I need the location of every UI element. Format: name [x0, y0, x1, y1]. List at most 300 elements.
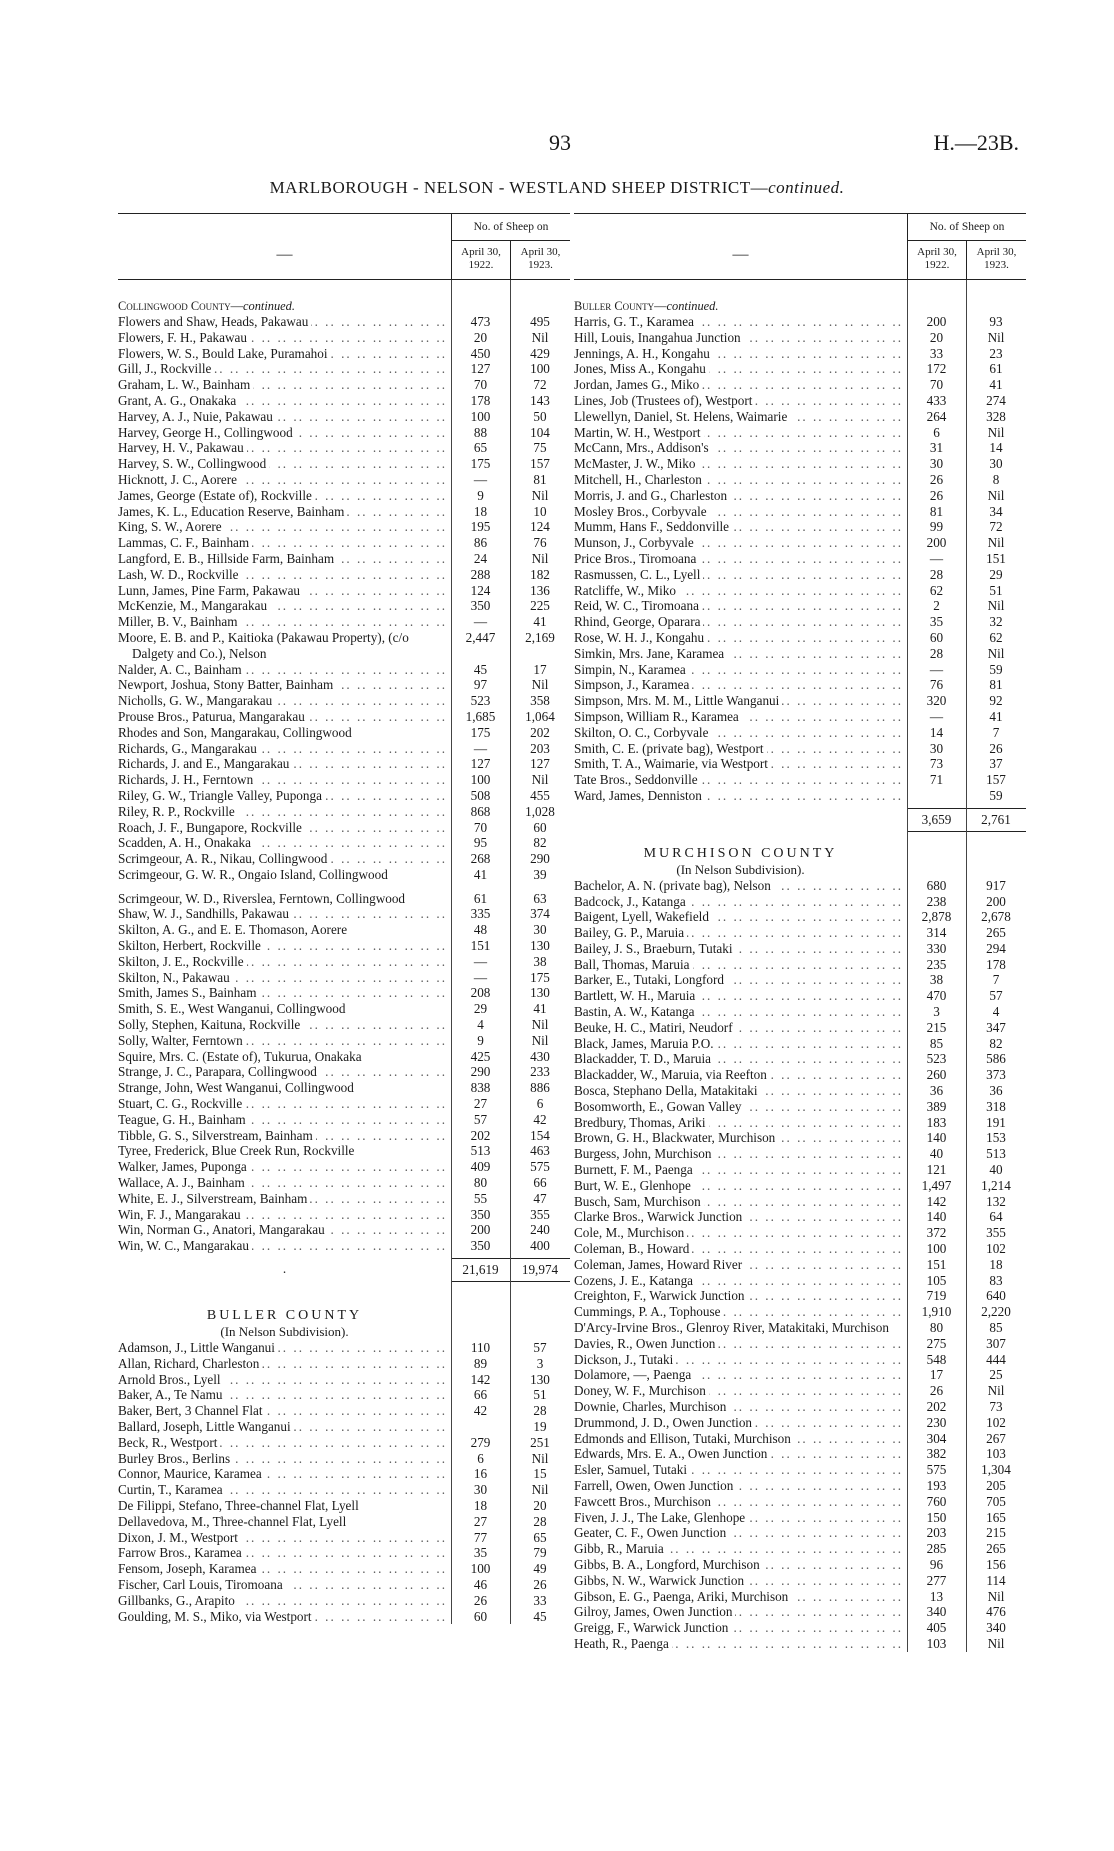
row-value-1922: 28 [929, 645, 944, 661]
row-name-text: Fensom, Joseph, Karamea [118, 1561, 259, 1576]
row-value-1922: 200 [926, 314, 947, 329]
row-value-1923: 51 [533, 1387, 547, 1403]
table-row [118, 630, 570, 662]
row-name [118, 1356, 451, 1372]
row-value-1923: 42 [533, 1111, 547, 1127]
table-row [574, 1541, 1026, 1557]
row-value-1922: 124 [470, 582, 491, 598]
row-value-1922: 26 [929, 1383, 944, 1399]
row-name-text: Burley Bros., Berlins [118, 1451, 233, 1466]
row-value-1923: 444 [986, 1351, 1006, 1367]
row-value-1922: 80 [473, 1175, 488, 1191]
row-name [118, 583, 451, 599]
table-row [574, 1130, 1026, 1146]
table-row [118, 1609, 570, 1625]
row-value-1922: 30 [929, 456, 944, 472]
table-row [574, 614, 1026, 630]
row-value-1923: 63 [533, 890, 547, 906]
table-row [118, 1545, 570, 1561]
table-row [574, 1494, 1026, 1510]
row-value-1923: 157 [986, 772, 1006, 788]
row-value-1922: 27 [473, 1096, 488, 1112]
row-name-text: Clarke Bros., Warwick Junction [574, 1209, 745, 1224]
row-value-1923: 513 [986, 1146, 1006, 1162]
table-row [574, 1336, 1026, 1352]
row-value-1922: 28 [929, 566, 944, 582]
row-value-1923: 30 [989, 456, 1003, 472]
row-name [118, 488, 451, 504]
row-value-1923: 575 [530, 1159, 550, 1175]
row-value-1922: 372 [926, 1225, 947, 1241]
table-row [574, 1004, 1026, 1020]
table-row [118, 488, 570, 504]
row-name [574, 1083, 907, 1099]
row-value-1923: 92 [989, 693, 1003, 709]
row-name-text: Badcock, J., Katanga [574, 894, 689, 909]
buller-total-row [574, 808, 1026, 832]
row-name [574, 1036, 907, 1052]
row-value-1922: — [473, 969, 488, 985]
row-name [574, 1431, 907, 1447]
row-name-text: Mumm, Hans F., Seddonville [574, 519, 732, 534]
table-row [118, 922, 570, 938]
row-value-1922: 46 [473, 1576, 488, 1592]
row-value-1922: 35 [473, 1545, 488, 1561]
row-value-1923: 143 [530, 392, 550, 408]
table-row [574, 1288, 1026, 1304]
row-name [118, 1609, 451, 1625]
row-value-1923: 373 [986, 1067, 1006, 1083]
row-value-1923: 430 [530, 1048, 550, 1064]
buller-total-1923: 2,761 [966, 808, 1026, 832]
row-name [574, 1620, 907, 1636]
row-value-1923: Nil [987, 424, 1005, 440]
row-value-1922: 260 [926, 1067, 947, 1083]
row-value-1923: Nil [987, 1635, 1005, 1651]
row-name-text: Drummond, J. D., Owen Junction [574, 1415, 755, 1430]
row-name [574, 1178, 907, 1194]
row-value-1922: 48 [473, 922, 488, 938]
row-value-1923: 76 [533, 535, 547, 551]
table-row [118, 756, 570, 772]
row-value-1923: 136 [530, 582, 550, 598]
row-value-1923: Nil [987, 645, 1005, 661]
row-name [574, 1194, 907, 1210]
row-name-text: De Filippi, Stefano, Three-channel Flat, Lyell [118, 1498, 362, 1513]
row-value-1923: 124 [530, 519, 550, 535]
table-row [118, 970, 570, 986]
row-name-text: Black, James, Maruia P.O. [574, 1036, 717, 1051]
row-value-1922: 2 [933, 598, 940, 614]
table-row [118, 1435, 570, 1451]
row-value-1922: 409 [470, 1159, 491, 1175]
row-value-1922: 288 [470, 566, 491, 582]
row-name [574, 393, 907, 409]
row-name [574, 1273, 907, 1289]
table-row [574, 440, 1026, 456]
table-row [118, 567, 570, 583]
table-row [574, 1604, 1026, 1620]
table-row [118, 954, 570, 970]
row-name-text: Scrimgeour, G. W. R., Ongaio Island, Collingwood [118, 867, 391, 882]
row-name [118, 741, 451, 757]
row-name-text: Burgess, John, Murchison [574, 1146, 715, 1161]
row-name [118, 1561, 451, 1577]
row-value-1922: 97 [473, 677, 488, 693]
row-name-text: Lines, Job (Trustees of), Westport [574, 393, 755, 408]
row-value-1923: 72 [989, 519, 1003, 535]
row-value-1923: 130 [530, 985, 550, 1001]
table-row [118, 614, 570, 630]
row-value-1922: 142 [926, 1193, 947, 1209]
table-row [574, 314, 1026, 330]
row-name-text: Fischer, Carl Louis, Tiromoana [118, 1577, 286, 1592]
row-value-1923: 41 [533, 614, 547, 630]
row-name-text: Dellavedova, M., Three-channel Flat, Lyell [118, 1514, 349, 1529]
table-row [118, 377, 570, 393]
row-value-1922: 105 [926, 1272, 947, 1288]
row-name-text: Reid, W. C., Tiromoana [574, 598, 702, 613]
row-name [574, 1415, 907, 1431]
row-value-1922: 680 [926, 877, 947, 893]
table-row [574, 1257, 1026, 1273]
row-name-text: Cole, M., Murchison [574, 1225, 687, 1240]
row-name [574, 1051, 907, 1067]
row-name [118, 361, 451, 377]
table-row [118, 583, 570, 599]
row-value-1922: 30 [473, 1482, 488, 1498]
table-row [118, 693, 570, 709]
row-name [118, 725, 451, 741]
row-value-1923: 51 [989, 582, 1003, 598]
table-row [118, 662, 570, 678]
row-name-text: Shaw, W. J., Sandhills, Pakawau [118, 906, 292, 921]
title-main: MARLBOROUGH - NELSON - WESTLAND SHEEP DISTRICT— [269, 178, 769, 197]
row-name-text: Jones, Miss A., Kongahu [574, 361, 709, 376]
row-value-1923: 82 [533, 835, 547, 851]
row-name [574, 630, 907, 646]
row-name [118, 693, 451, 709]
row-name-text: Skilton, Herbert, Rockville [118, 938, 264, 953]
row-name-text: Baker, Bert, 3 Channel Flat [118, 1403, 266, 1418]
row-name-text: Blackadder, W., Maruia, via Reefton [574, 1067, 770, 1082]
row-name [574, 988, 907, 1004]
table-row [574, 1241, 1026, 1257]
table-row [118, 1143, 570, 1159]
row-name [118, 1419, 451, 1435]
row-name [118, 551, 451, 567]
row-value-1922: 41 [473, 866, 488, 882]
row-value-1923: 265 [986, 1541, 1006, 1557]
row-name [118, 1191, 451, 1207]
table-row [574, 1320, 1026, 1336]
row-name [574, 1589, 907, 1605]
row-name-text: Curtin, T., Karamea [118, 1482, 226, 1497]
table-row [118, 1482, 570, 1498]
row-name-text: King, S. W., Aorere [118, 519, 225, 534]
row-name-text: Bredbury, Thomas, Ariki [574, 1115, 709, 1130]
row-value-1922: 76 [929, 677, 944, 693]
row-value-1922: 9 [477, 487, 484, 503]
row-value-1923: 72 [533, 377, 547, 393]
table-row [574, 1383, 1026, 1399]
row-name-text: Smith, C. E. (private bag), Westport [574, 741, 767, 756]
header-year-1922-line2: 1922. [924, 259, 950, 271]
buller-rows-left [118, 1340, 570, 1624]
table-row [118, 1561, 570, 1577]
row-name-text: Goulding, M. S., Miko, via Westport [118, 1609, 315, 1624]
row-value-1923: 215 [986, 1525, 1006, 1541]
collingwood-cont-italic: continued. [243, 299, 295, 313]
row-name-text: James, George (Estate of), Rockville [118, 488, 315, 503]
table-row [574, 630, 1026, 646]
row-value-1922: 127 [470, 361, 491, 377]
section-heading-buller-continued [574, 298, 1026, 314]
row-value-1922 [907, 788, 966, 804]
table-row [574, 894, 1026, 910]
row-value-1922: 89 [473, 1355, 488, 1371]
row-value-1923: 132 [986, 1193, 1006, 1209]
row-value-1923: 36 [989, 1083, 1003, 1099]
row-name [574, 1146, 907, 1162]
row-value-1922: 38 [929, 972, 944, 988]
row-name-text: Allan, Richard, Charleston [118, 1356, 262, 1371]
row-name [574, 941, 907, 957]
row-name [574, 314, 907, 330]
section-subtitle-buller: (In Nelson Subdivision). [220, 1324, 349, 1340]
row-value-1923: 17 [533, 661, 547, 677]
row-name [118, 922, 451, 938]
row-value-1923: 19 [533, 1419, 547, 1434]
row-value-1923: Nil [531, 329, 549, 345]
row-name-text: Teague, G. H., Bainham [118, 1112, 249, 1127]
row-value-1922: 61 [473, 890, 488, 906]
table-row [118, 1096, 570, 1112]
row-value-1922: 175 [470, 456, 491, 472]
row-value-1922: 77 [473, 1529, 488, 1545]
row-name [574, 583, 907, 599]
row-value-1922: 18 [473, 503, 488, 519]
table-row [574, 1352, 1026, 1368]
table-row [574, 409, 1026, 425]
row-value-1923: 26 [533, 1576, 547, 1592]
row-name-text: McMaster, J. W., Miko [574, 456, 698, 471]
row-name-text: Llewellyn, Daniel, St. Helens, Waimarie [574, 409, 790, 424]
row-name [118, 1545, 451, 1561]
row-name [118, 519, 451, 535]
row-name-text: Walker, James, Puponga [118, 1159, 250, 1174]
table-row [574, 677, 1026, 693]
table-row [574, 1431, 1026, 1447]
row-value-1923: 374 [530, 906, 550, 922]
table-row [118, 1001, 570, 1017]
row-name [118, 630, 451, 662]
row-value-1922: 70 [473, 377, 488, 393]
row-value-1922: 24 [473, 550, 488, 566]
row-name [574, 1020, 907, 1036]
row-name [118, 425, 451, 441]
table-row [574, 756, 1026, 772]
row-value-1922: 100 [926, 1241, 947, 1257]
row-name-text: Esler, Samuel, Tutaki [574, 1462, 690, 1477]
row-value-1923: 7 [992, 724, 1000, 740]
row-value-1922: 31 [929, 440, 944, 456]
row-value-1923: 57 [989, 988, 1003, 1004]
row-value-1923: 175 [530, 969, 550, 985]
row-name [574, 1557, 907, 1573]
row-value-1923: 463 [530, 1143, 550, 1159]
row-value-1922: 275 [926, 1335, 947, 1351]
table-row [574, 330, 1026, 346]
row-value-1923: Nil [987, 487, 1005, 503]
row-value-1923: 640 [986, 1288, 1006, 1304]
row-value-1923: 2,220 [981, 1304, 1011, 1320]
row-value-1923: 251 [530, 1434, 550, 1450]
row-name [118, 1435, 451, 1451]
row-value-1923: 14 [989, 440, 1003, 456]
row-value-1923: Nil [531, 677, 549, 693]
row-value-1922: 95 [473, 835, 488, 851]
row-name-text: Creighton, F., Warwick Junction [574, 1288, 748, 1303]
row-name-text: Rose, W. H. J., Kongahu [574, 630, 707, 645]
row-value-1923: 202 [530, 724, 550, 740]
row-name-text: Scrimgeour, A. R., Nikau, Collingwood [118, 851, 330, 866]
row-value-1922: 1,685 [465, 708, 496, 724]
table-row [574, 988, 1026, 1004]
table-row [574, 1146, 1026, 1162]
row-value-1923: Nil [531, 1017, 549, 1033]
table-row [574, 1636, 1026, 1652]
row-name [574, 1115, 907, 1131]
table-row [118, 393, 570, 409]
row-name-text: Bailey, J. S., Braeburn, Tutaki [574, 941, 736, 956]
row-name-text: James, K. L., Education Reserve, Bainham [118, 504, 347, 519]
row-value-1923: 33 [533, 1592, 547, 1608]
buller-cont-italic: continued. [666, 299, 719, 313]
row-name-text: Gillbanks, G., Arapito [118, 1593, 238, 1608]
row-value-1922: 279 [470, 1434, 491, 1450]
row-name-text: Roach, J. F., Bungapore, Rockville [118, 820, 305, 835]
row-value-1922: 285 [926, 1541, 947, 1557]
row-value-1923: 62 [989, 629, 1003, 645]
header-dash: — [276, 246, 293, 263]
table-row [118, 1080, 570, 1096]
row-value-1922: 513 [470, 1143, 491, 1159]
row-name-text: Smith, T. A., Waimarie, via Westport [574, 756, 771, 771]
row-name-text: Rhind, George, Oparara [574, 614, 703, 629]
row-value-1923: 114 [986, 1572, 1006, 1588]
row-name [118, 330, 451, 346]
row-name [574, 1573, 907, 1589]
row-name-text: Lash, W. D., Rockville [118, 567, 242, 582]
row-value-1922: 26 [473, 1592, 488, 1608]
row-value-1922: 55 [473, 1190, 488, 1206]
row-name-text: Bartlett, W. H., Maruia [574, 988, 698, 1003]
row-value-1922: 868 [470, 803, 491, 819]
table-row [118, 504, 570, 520]
table-row [574, 941, 1026, 957]
row-name-text: Flowers and Shaw, Heads, Pakawau [118, 314, 311, 329]
row-value-1922: 264 [926, 408, 947, 424]
table-row [574, 551, 1026, 567]
row-value-1922: 70 [929, 377, 944, 393]
row-value-1923: 10 [533, 503, 547, 519]
row-value-1922 [451, 1419, 510, 1435]
table-row [118, 1451, 570, 1467]
row-value-1923: 34 [989, 503, 1003, 519]
row-name [118, 677, 451, 693]
row-value-1922: 26 [929, 471, 944, 487]
row-name [118, 970, 451, 986]
table-row [118, 985, 570, 1001]
row-name-text: Doney, W. F., Murchison [574, 1383, 709, 1398]
row-name-text: Gilroy, James, Owen Junction [574, 1604, 735, 1619]
row-name [574, 361, 907, 377]
table-header [118, 213, 570, 280]
row-name [574, 1257, 907, 1273]
row-name-text: Nalder, A. C., Bainham [118, 662, 245, 677]
header-year-1923-line1: April 30, [520, 246, 561, 258]
row-name [118, 1372, 451, 1388]
row-name-text: Squire, Mrs. C. (Estate of), Tukurua, Onakaka [118, 1049, 365, 1064]
table-row [574, 1589, 1026, 1605]
row-name-text: Burnett, F. M., Paenga [574, 1162, 696, 1177]
table-row [574, 1446, 1026, 1462]
row-value-1922: 86 [473, 535, 488, 551]
row-name-text: Jennings, A. H., Kongahu [574, 346, 713, 361]
row-name-text: Smith, James S., Bainham [118, 985, 259, 1000]
row-value-1923: 495 [530, 314, 550, 329]
row-value-1922: — [473, 471, 488, 487]
table-row [118, 1577, 570, 1593]
row-value-1923: 65 [533, 1529, 547, 1545]
row-value-1922: 151 [470, 938, 491, 954]
row-name [118, 393, 451, 409]
row-name [118, 804, 451, 820]
row-value-1922: 575 [926, 1462, 947, 1478]
row-value-1923: 203 [530, 740, 550, 756]
row-value-1922: 4 [477, 1017, 484, 1033]
row-name-text: Win, F. J., Mangarakau [118, 1207, 244, 1222]
row-value-1923: 37 [989, 756, 1003, 772]
row-name [118, 456, 451, 472]
row-name-text: Bosomworth, E., Gowan Valley [574, 1099, 745, 1114]
row-value-1922: 208 [470, 985, 491, 1001]
row-name [574, 1320, 907, 1336]
row-value-1922: 121 [926, 1162, 947, 1178]
table-row [118, 456, 570, 472]
row-name-text: Edwards, Mrs. E. A., Owen Junction [574, 1446, 770, 1461]
table-row [574, 925, 1026, 941]
table-row [574, 504, 1026, 520]
row-name [118, 1593, 451, 1609]
row-value-1922: 57 [473, 1111, 488, 1127]
row-value-1923: 103 [986, 1446, 1006, 1462]
row-value-1922: 183 [926, 1114, 947, 1130]
row-name [574, 662, 907, 678]
header-year-1923-line2: 1923. [528, 259, 553, 271]
row-value-1923: 1,304 [981, 1462, 1011, 1478]
row-value-1922: 175 [470, 724, 491, 740]
row-name-text: Farrell, Owen, Owen Junction [574, 1478, 736, 1493]
table-row [574, 1209, 1026, 1225]
table-row [118, 1159, 570, 1175]
row-value-1923: 59 [989, 787, 1003, 803]
table-row [118, 677, 570, 693]
row-value-1923: 61 [989, 361, 1003, 377]
row-value-1922: 6 [933, 424, 940, 440]
row-value-1922: 99 [929, 519, 944, 535]
